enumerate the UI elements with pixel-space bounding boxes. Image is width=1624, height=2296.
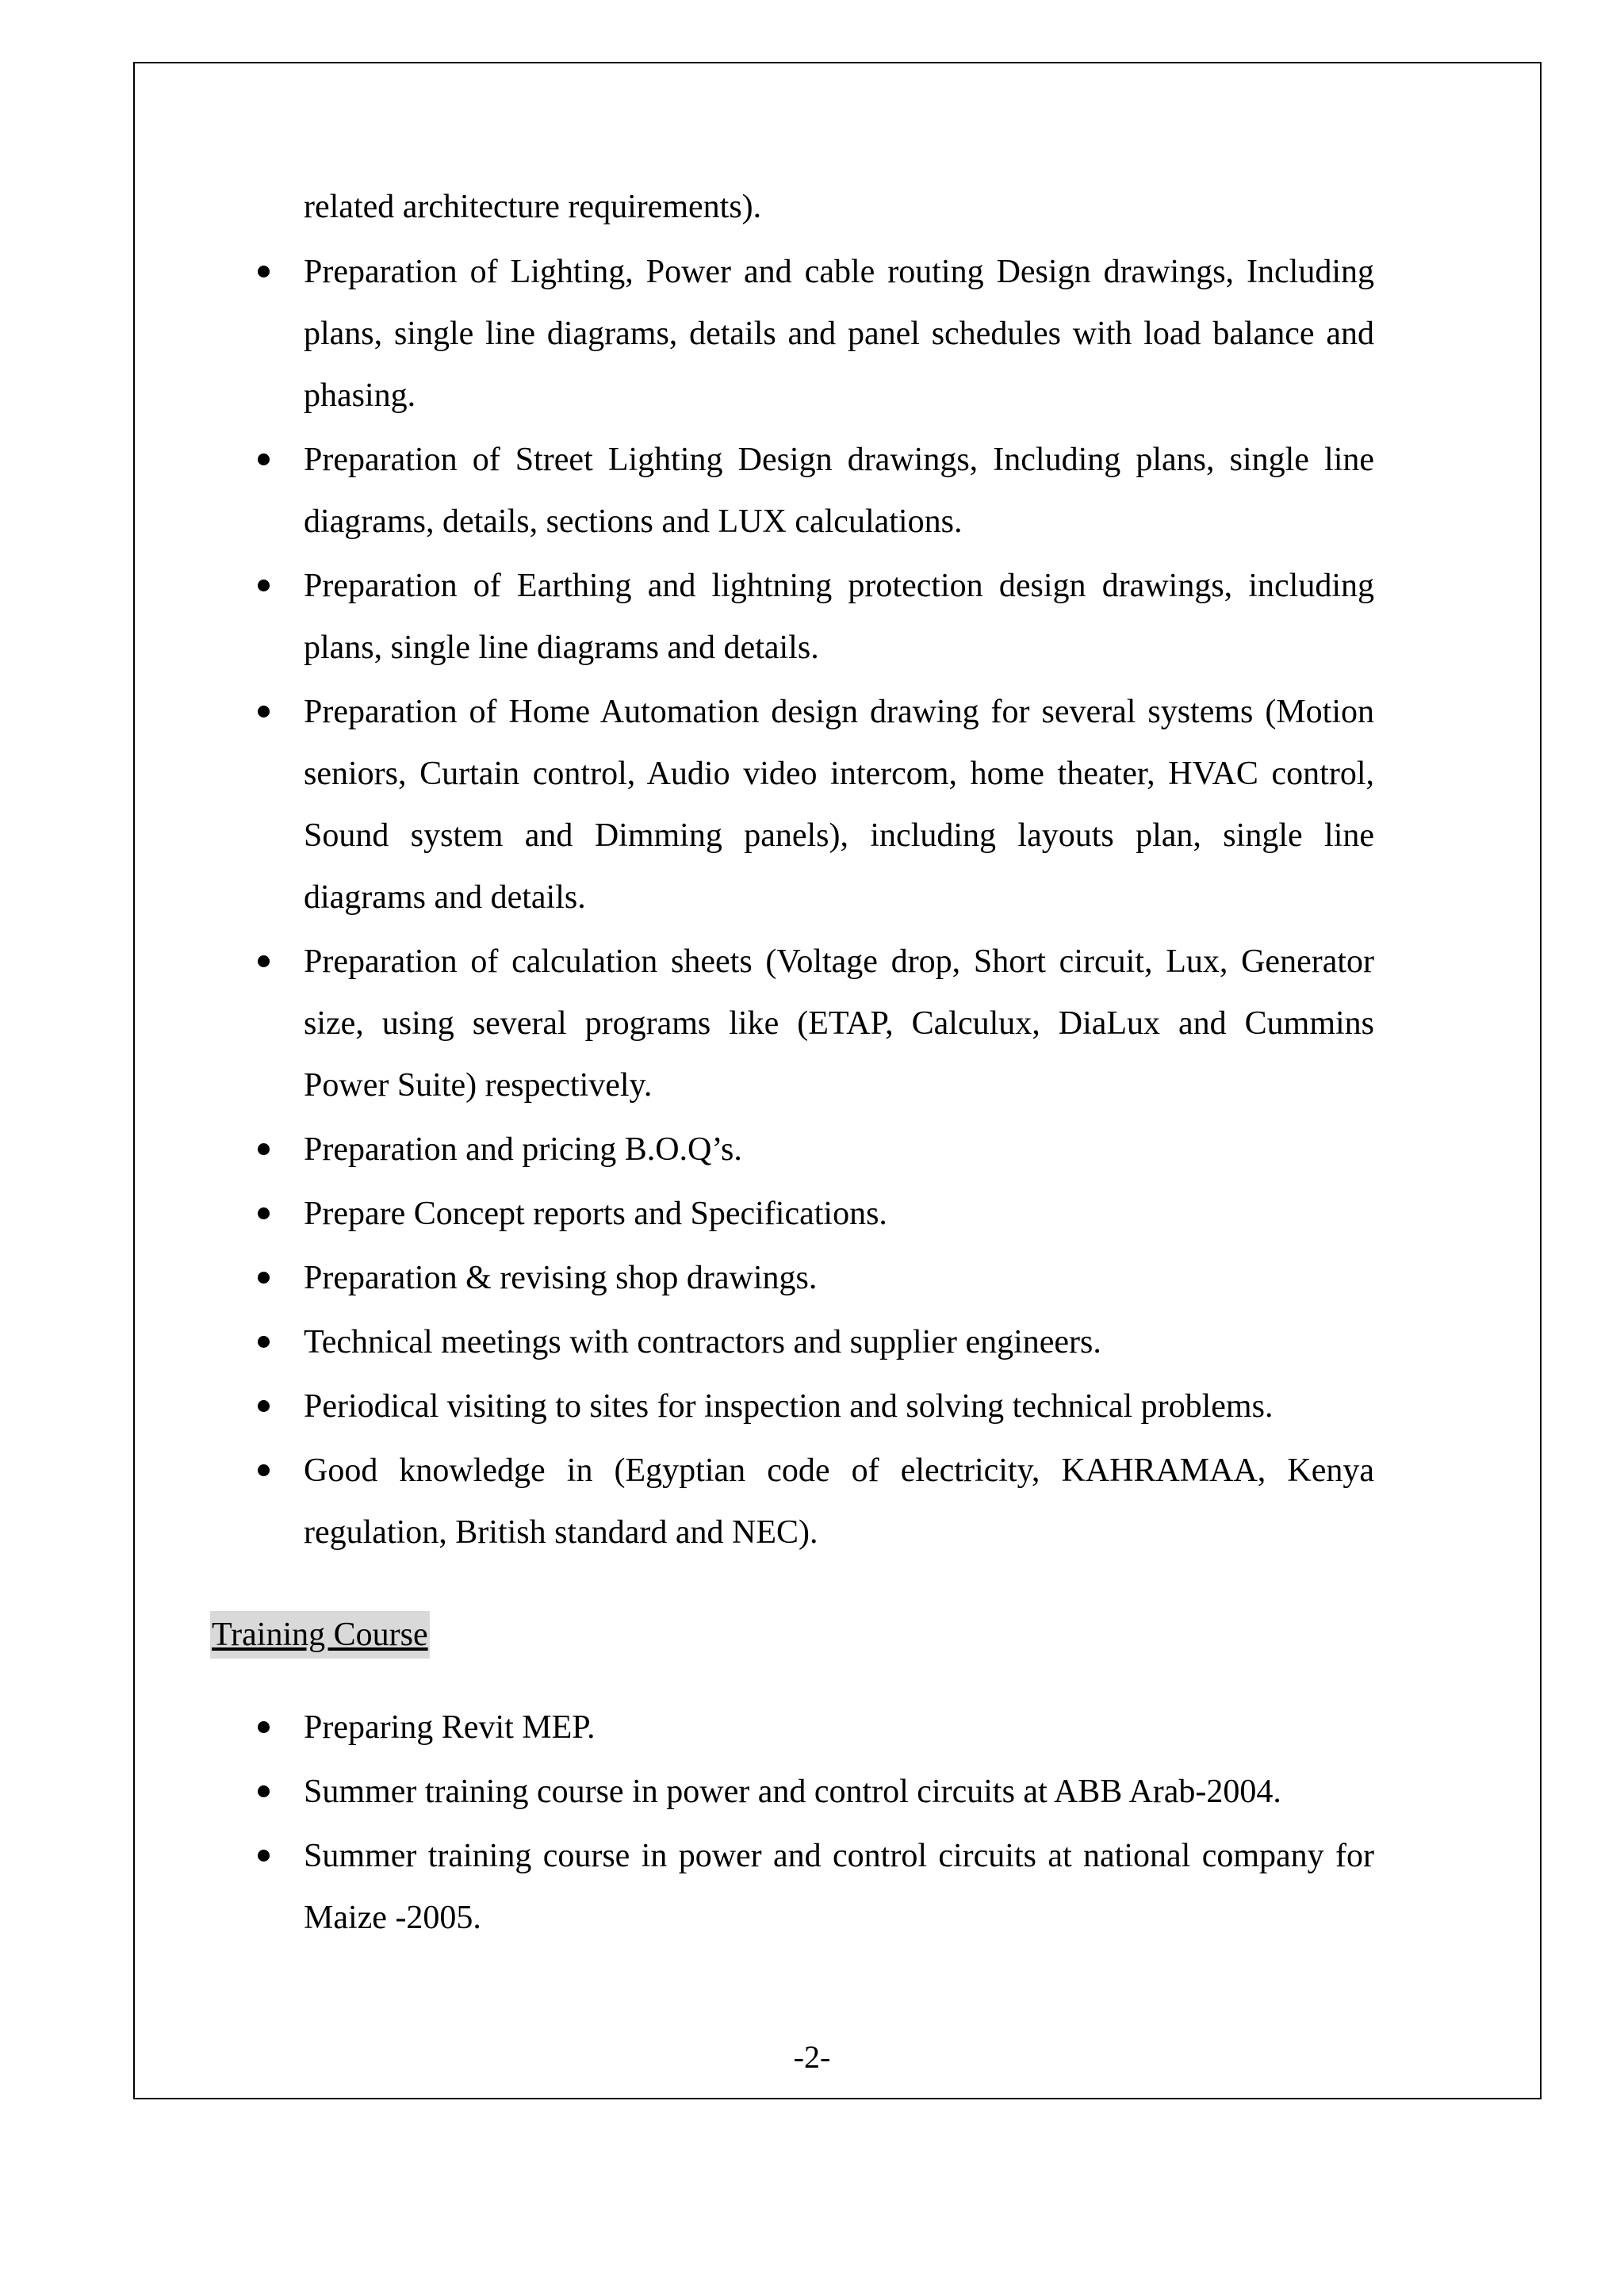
list-item-text: Summer training course in power and control circuits at national company for Maize -2005.	[304, 1838, 1374, 1936]
training-course-heading: Training Course	[210, 1611, 430, 1659]
bullet-icon	[258, 706, 270, 718]
bullet-icon	[258, 955, 270, 967]
list-item	[304, 1825, 1374, 1949]
bullet-icon	[258, 1143, 270, 1155]
list-item-text: Technical meetings with contractors and supplier engineers.	[304, 1324, 1101, 1360]
bullet-icon	[258, 1400, 270, 1412]
list-item-text: Good knowledge in (Egyptian code of electricity, KAHRAMAA, Kenya regulation, British standard and NEC).	[304, 1452, 1374, 1551]
list-item-text: Periodical visiting to sites for inspection and solving technical problems.	[304, 1388, 1274, 1425]
responsibilities-section	[304, 176, 1374, 1566]
list-item-text: Prepare Concept reports and Specifications.	[304, 1196, 887, 1232]
list-item-text: Preparation and pricing B.O.Q’s.	[304, 1131, 742, 1168]
list-item-text: Preparation of Street Lighting Design drawings, Including plans, single line diagrams, details, sections and LUX calculations.	[304, 442, 1374, 540]
bullet-icon	[258, 580, 270, 591]
bullet-icon	[258, 1721, 270, 1733]
list-item	[304, 931, 1374, 1116]
list-item	[304, 1697, 1374, 1758]
list-item	[304, 1183, 1374, 1245]
responsibilities-list	[304, 241, 1374, 1563]
bullet-icon	[258, 1336, 270, 1348]
list-item-text: Summer training course in power and control circuits at ABB Arab-2004.	[304, 1774, 1281, 1810]
list-item-text: Preparation of calculation sheets (Voltage drop, Short circuit, Lux, Generator size, using several programs like (ETAP, Calculux, DiaLux and Cummins Power Suite) respectively.	[304, 943, 1374, 1104]
bullet-icon	[258, 1207, 270, 1219]
bullet-icon	[258, 1785, 270, 1797]
page-number: -2-	[793, 2039, 831, 2075]
list-item	[304, 241, 1374, 427]
list-item-text: Preparation of Earthing and lightning protection design drawings, including plans, single line diagrams and details.	[304, 568, 1374, 666]
list-item	[304, 1311, 1374, 1373]
list-item	[304, 1376, 1374, 1437]
training-list	[304, 1697, 1374, 1949]
bullet-icon	[258, 1850, 270, 1862]
list-item	[304, 681, 1374, 928]
bullet-icon	[258, 1464, 270, 1476]
bullet-icon	[258, 453, 270, 465]
continued-text: related architecture requirements).	[304, 189, 762, 225]
list-item	[304, 429, 1374, 553]
bullet-icon	[258, 266, 270, 277]
bullet-icon	[258, 1272, 270, 1284]
list-item	[304, 1247, 1374, 1309]
list-item	[304, 1440, 1374, 1563]
list-item	[304, 1119, 1374, 1181]
training-section	[304, 1697, 1374, 1951]
list-item-text: Preparation of Lighting, Power and cable routing Design drawings, Including plans, single line diagrams, details and panel schedules with load balance and phasing.	[304, 254, 1374, 414]
list-item-text: Preparation of Home Automation design drawing for several systems (Motion seniors, Curtain control, Audio video intercom, home theater, HVAC control, Sound system and Dimming panels), including layouts plan, single line diagrams and details.	[304, 694, 1374, 916]
list-item	[304, 1761, 1374, 1823]
list-item-text: Preparing Revit MEP.	[304, 1709, 596, 1746]
list-item	[304, 555, 1374, 679]
list-item-text: Preparation & revising shop drawings.	[304, 1260, 818, 1296]
